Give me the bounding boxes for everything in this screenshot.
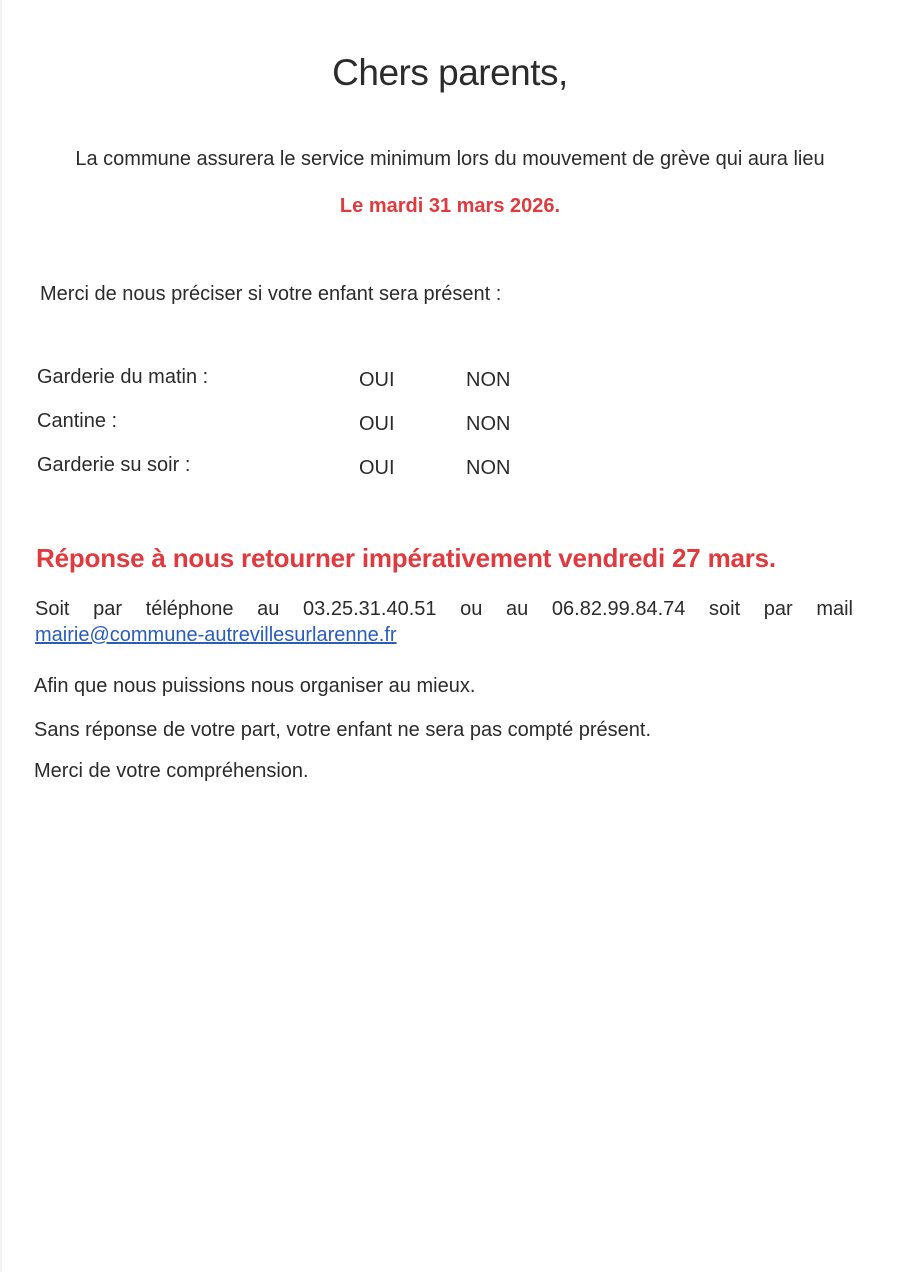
option-oui: OUI <box>359 369 395 391</box>
intro-text: La commune assurera le service minimum lors du mouvement de grève qui aura lieu <box>75 148 825 170</box>
service-row-garderie-matin <box>37 366 557 396</box>
option-non: NON <box>466 413 511 435</box>
option-oui: OUI <box>359 413 395 435</box>
service-label: Garderie su soir : <box>37 454 191 476</box>
contact-text: Soit par téléphone au 03.25.31.40.51 ou au 06.82.99.84.74 soit par mail <box>35 598 853 620</box>
attendance-question: Merci de nous préciser si votre enfant sera présent : <box>40 283 502 305</box>
response-deadline: Réponse à nous retourner impérativement vendredi 27 mars. <box>36 543 776 573</box>
scan-edge-shadow <box>0 0 2 1272</box>
email-link[interactable]: mairie@commune-autrevillesurlarenne.fr <box>35 624 397 646</box>
paragraph-no-response: Sans réponse de votre part, votre enfant ne sera pas compté présent. <box>34 719 652 741</box>
paragraph-organise: Afin que nous puissions nous organiser au mieux. <box>34 675 476 697</box>
option-non: NON <box>466 457 511 479</box>
option-oui: OUI <box>359 457 395 479</box>
paragraph-thanks: Merci de votre compréhension. <box>34 760 309 782</box>
service-row-cantine <box>37 410 557 440</box>
service-label: Garderie du matin : <box>37 366 209 388</box>
option-non: NON <box>466 369 511 391</box>
service-label: Cantine : <box>37 410 118 432</box>
service-row-garderie-soir <box>37 454 557 484</box>
strike-date: Le mardi 31 mars 2026. <box>339 195 561 217</box>
page-title: Chers parents, <box>332 52 568 93</box>
